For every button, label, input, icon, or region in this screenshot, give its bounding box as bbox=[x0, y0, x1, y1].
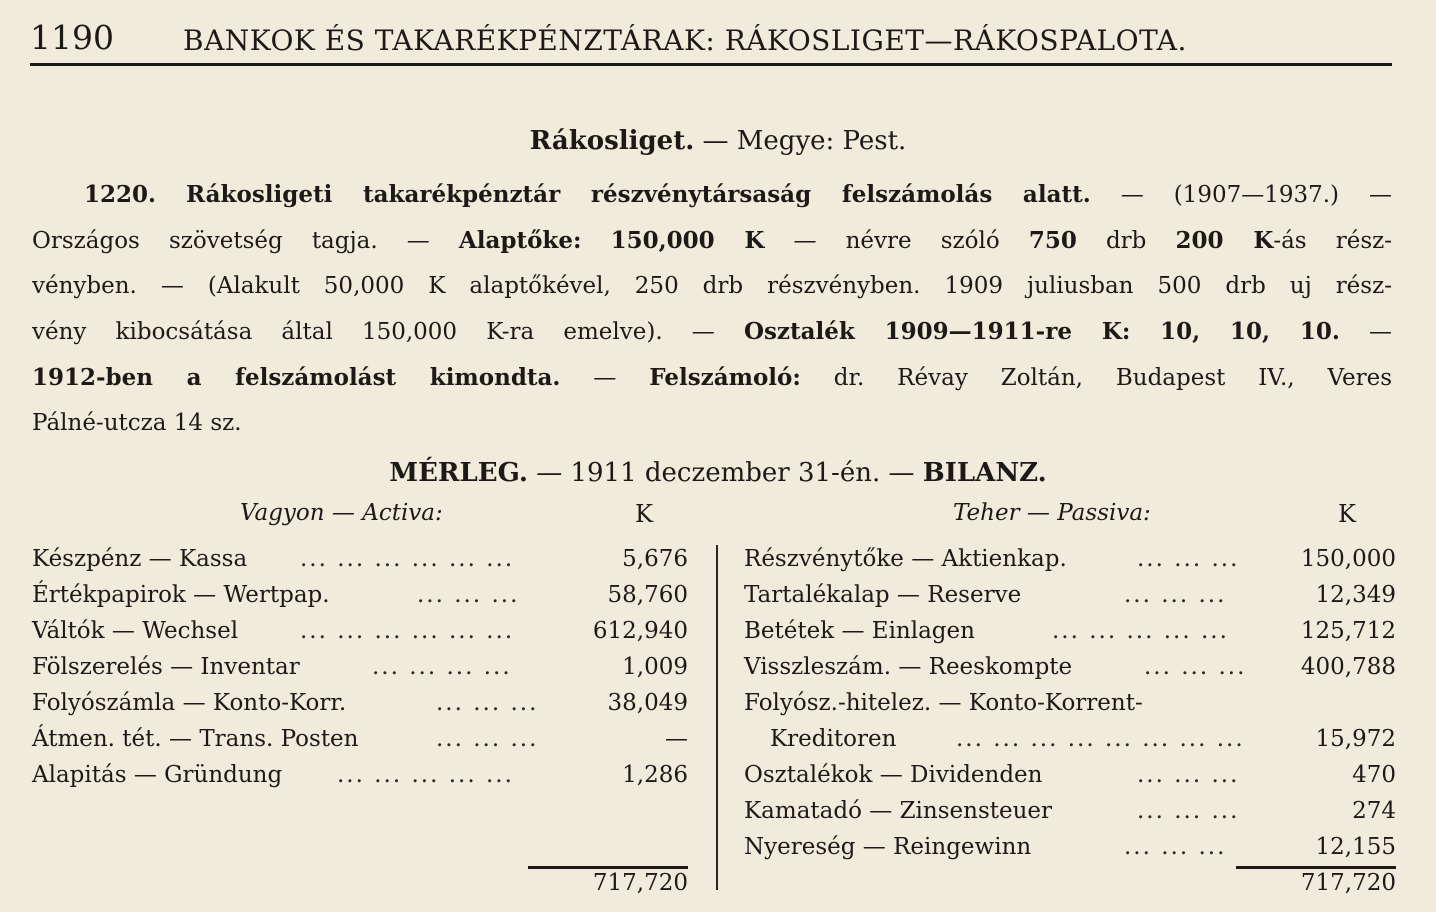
liability-label: Kreditoren bbox=[770, 726, 897, 752]
asset-label: Alapitás — Gründung bbox=[32, 762, 283, 788]
liquidation-note: 1912-ben a felszámolást kimondta. bbox=[32, 364, 561, 391]
leader-dots: ... ... ... bbox=[1137, 546, 1240, 572]
page-number: 1190 bbox=[30, 18, 114, 57]
liability-label: Tartalékalap — Reserve bbox=[744, 582, 1022, 608]
liability-value: 12,349 bbox=[1315, 582, 1396, 608]
entry-years: — (1907—1937.) — bbox=[1120, 182, 1393, 208]
leader-dots: ... ... ... ... ... ... bbox=[300, 618, 515, 644]
entry-company-name: Rákosligeti takarékpénztár részvénytársaság felszámolás alatt. bbox=[186, 181, 1091, 208]
liability-row bbox=[744, 618, 1396, 654]
company-entry bbox=[32, 172, 1392, 446]
liability-value: 15,972 bbox=[1315, 726, 1396, 752]
asset-label: Átmen. tét. — Trans. Posten bbox=[32, 726, 359, 752]
asset-value: 612,940 bbox=[592, 618, 688, 644]
liabilities-total-rule bbox=[1236, 866, 1396, 869]
entry-line: Pálné-utcza 14 sz. bbox=[32, 410, 242, 436]
asset-value: 38,049 bbox=[607, 690, 688, 716]
asset-label: Értékpapirok — Wertpap. bbox=[32, 582, 330, 608]
asset-value: 5,676 bbox=[622, 546, 688, 572]
liabilities-currency-header: K bbox=[1338, 500, 1356, 528]
liability-value: 12,155 bbox=[1315, 834, 1396, 860]
liability-value: 470 bbox=[1352, 762, 1396, 788]
asset-label: Váltók — Wechsel bbox=[32, 618, 239, 644]
leader-dots: ... ... ... bbox=[1137, 798, 1240, 824]
entry-line bbox=[32, 218, 1392, 264]
leader-dots: ... ... ... ... ... ... ... ... bbox=[956, 726, 1245, 752]
entry-text: — bbox=[1369, 319, 1393, 345]
liquidator-label: Felszámoló: bbox=[649, 364, 801, 391]
liability-row bbox=[744, 654, 1396, 690]
entry-line: vényben. — (Alakult 50,000 K alaptőkével, 250 drb részvényben. 1909 juliusban 500 drb uj rész- bbox=[32, 273, 1392, 299]
liability-row bbox=[744, 582, 1396, 618]
liability-row bbox=[744, 834, 1396, 870]
heading-date: — 1911 deczember 31-én. — bbox=[536, 458, 915, 488]
liability-label: Nyereség — Reingewinn bbox=[744, 834, 1032, 860]
heading-bilanz: BILANZ. bbox=[922, 458, 1047, 488]
asset-row bbox=[32, 690, 688, 726]
leader-dots: ... ... ... ... ... bbox=[337, 762, 514, 788]
location-heading bbox=[0, 126, 1436, 156]
liability-row bbox=[744, 726, 1396, 762]
dividend-label: Osztalék 1909—1911-re K: 10, 10, 10. bbox=[743, 318, 1340, 345]
running-title: BANKOK ÉS TAKARÉKPÉNZTÁRAK: RÁKOSLIGET—RÁKOSPALOTA. bbox=[183, 24, 1187, 57]
assets-column-header: Vagyon — Activa: bbox=[240, 500, 443, 526]
asset-row bbox=[32, 582, 688, 618]
assets-currency-header: K bbox=[635, 500, 653, 528]
liability-label: Kamatadó — Zinsensteuer bbox=[744, 798, 1053, 824]
liquidator-text: dr. Révay Zoltán, Budapest IV., Veres bbox=[833, 365, 1393, 391]
asset-value: 1,286 bbox=[622, 762, 688, 788]
asset-label: Folyószámla — Konto-Korr. bbox=[32, 690, 347, 716]
asset-row bbox=[32, 762, 688, 798]
assets-total: 717,720 bbox=[592, 870, 688, 896]
entry-text: drb bbox=[1105, 228, 1147, 254]
entry-text: — bbox=[593, 365, 617, 391]
heading-merleg: MÉRLEG. bbox=[389, 458, 528, 488]
liability-row bbox=[744, 762, 1396, 798]
location-county: — Megye: Pest. bbox=[702, 126, 907, 156]
entry-number: 1220. bbox=[84, 181, 157, 208]
entry-line bbox=[32, 355, 1392, 401]
entry-text: Országos szövetség tagja. — bbox=[32, 228, 430, 254]
shares-count: 750 bbox=[1028, 227, 1077, 254]
liability-label: Folyósz.-hitelez. — Konto-Korrent- bbox=[744, 690, 1143, 716]
assets-total-rule bbox=[528, 866, 688, 869]
column-divider bbox=[716, 545, 718, 890]
asset-value: 58,760 bbox=[607, 582, 688, 608]
header-rule bbox=[30, 63, 1392, 66]
leader-dots: ... ... ... bbox=[417, 582, 520, 608]
liability-value: 400,788 bbox=[1300, 654, 1396, 680]
entry-line bbox=[32, 309, 1392, 355]
liability-label: Betétek — Einlagen bbox=[744, 618, 975, 644]
leader-dots: ... ... ... ... bbox=[372, 654, 512, 680]
leader-dots: ... ... ... bbox=[1144, 654, 1247, 680]
asset-label: Készpénz — Kassa bbox=[32, 546, 248, 572]
liability-value: 274 bbox=[1352, 798, 1396, 824]
asset-row bbox=[32, 654, 688, 690]
asset-value: 1,009 bbox=[622, 654, 688, 680]
entry-text: -ás rész- bbox=[1273, 228, 1393, 254]
asset-label: Fölszerelés — Inventar bbox=[32, 654, 300, 680]
asset-row bbox=[32, 618, 688, 654]
liability-row bbox=[744, 690, 1396, 726]
leader-dots: ... ... ... bbox=[436, 726, 539, 752]
entry-line bbox=[32, 172, 1392, 218]
leader-dots: ... ... ... bbox=[436, 690, 539, 716]
capital-value: 150,000 K bbox=[610, 227, 765, 254]
liabilities-column-header: Teher — Passiva: bbox=[953, 500, 1151, 526]
shares-value: 200 K bbox=[1175, 227, 1274, 254]
leader-dots: ... ... ... bbox=[1124, 582, 1227, 608]
liability-label: Visszleszám. — Reeskompte bbox=[744, 654, 1073, 680]
liability-value: 150,000 bbox=[1300, 546, 1396, 572]
asset-value: — bbox=[665, 726, 688, 752]
balance-sheet-heading bbox=[0, 458, 1436, 488]
liability-label: Osztalékok — Dividenden bbox=[744, 762, 1043, 788]
liability-row bbox=[744, 798, 1396, 834]
entry-text: — névre szóló bbox=[793, 228, 1000, 254]
leader-dots: ... ... ... ... ... ... bbox=[300, 546, 515, 572]
location-name: Rákosliget. bbox=[529, 126, 695, 156]
asset-row bbox=[32, 546, 688, 582]
leader-dots: ... ... ... bbox=[1137, 762, 1240, 788]
liability-value: 125,712 bbox=[1300, 618, 1396, 644]
liability-label: Részvénytőke — Aktienkap. bbox=[744, 546, 1067, 572]
leader-dots: ... ... ... bbox=[1124, 834, 1227, 860]
capital-label: Alaptőke: bbox=[458, 227, 582, 254]
leader-dots: ... ... ... ... ... bbox=[1052, 618, 1229, 644]
liability-row bbox=[744, 546, 1396, 582]
liabilities-total: 717,720 bbox=[1300, 870, 1396, 896]
entry-text: vény kibocsátása által 150,000 K-ra emelve). — bbox=[32, 319, 715, 345]
asset-row bbox=[32, 726, 688, 762]
page-header bbox=[30, 16, 1392, 66]
